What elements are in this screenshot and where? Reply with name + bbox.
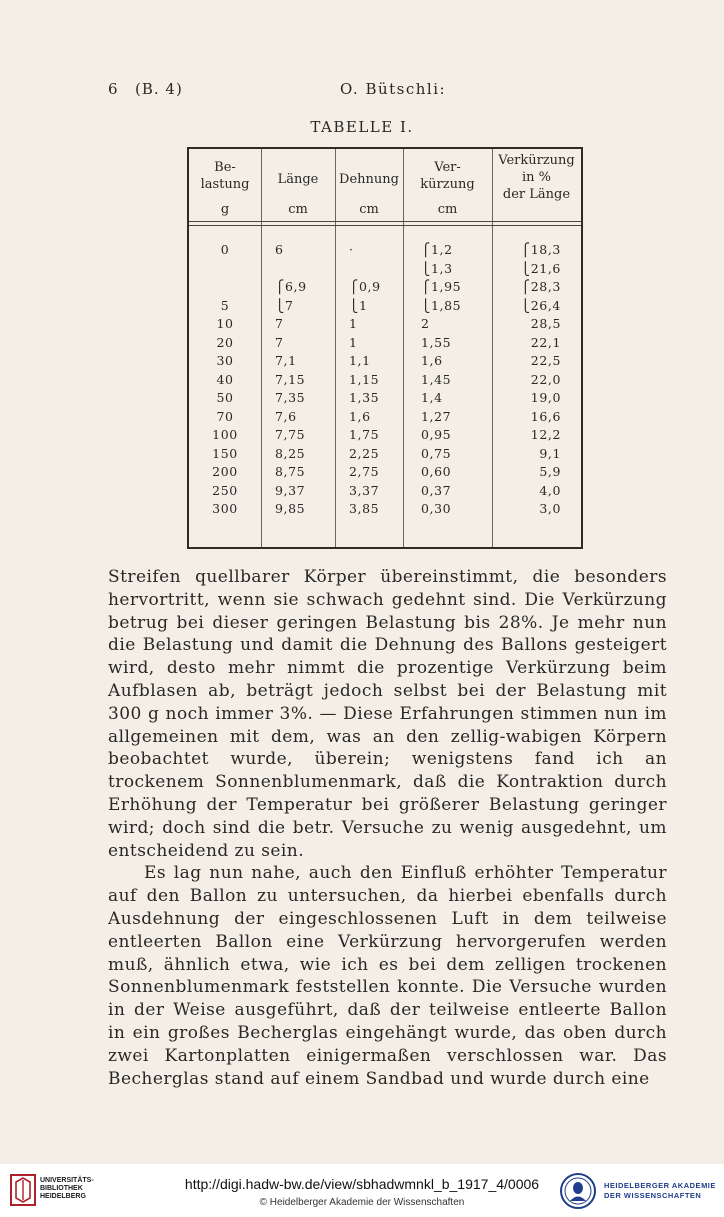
table-cell: ⎩7 [275,297,294,313]
table-cell: 3,85 [349,501,380,516]
table-cell: 4,0 [539,482,561,498]
permalink-url[interactable]: http://digi.hadw-bw.de/view/sbhadwmnkl_b_1917_4/0006 [184,1176,540,1192]
table-cell: 1,35 [349,390,380,405]
table-row [189,279,581,297]
table-cell: 22,1 [530,334,561,350]
table-cell: 0,30 [421,501,452,516]
academy-seal-icon [559,1172,597,1210]
table-cell: 28,5 [530,316,561,331]
table-cell: 12,2 [530,427,561,442]
table-row [189,409,581,427]
table-cell: ⎩1 [349,297,368,313]
table-cell: 1,1 [349,353,371,368]
table-cell: 9,85 [275,501,306,516]
column-header [403,159,492,193]
table-row [189,316,581,334]
table-cell: 1,4 [421,390,443,405]
academy-line: DER WISSENSCHAFTEN [604,1191,702,1200]
table-cell: 19,0 [530,390,561,405]
table-cell: 200 [212,464,238,479]
table-cell: 40 [216,371,234,387]
table-cell: 1,6 [421,353,443,368]
table-cell: 9,1 [539,445,561,461]
table-row [189,353,581,371]
table-cell: 2,25 [349,445,380,461]
table-cell: 50 [216,390,234,405]
table-cell: 1 [349,316,358,331]
column-unit: cm [288,202,308,217]
column-unit: cm [359,202,379,217]
table-cell: 1,75 [349,427,380,442]
table-title: TABELLE I. [310,118,414,136]
table-cell: ⎧1,95 [421,279,462,294]
table-cell: · [349,242,354,257]
table-cell: 7,35 [275,390,306,405]
column-header-line: Be- [214,160,236,175]
table-cell: 7,1 [275,353,297,368]
table-cell: 70 [216,408,234,424]
table-cell: 22,5 [530,353,561,368]
table-cell: 6 [275,242,284,257]
column-header [189,159,261,193]
table-cell: 10 [216,316,234,331]
table-cell: ⎧18,3 [520,242,561,257]
table-row [189,501,581,519]
table-cell: ⎩1,85 [421,297,462,313]
table-cell: 1 [349,334,358,350]
header-rule [189,221,581,226]
table-cell: 7,15 [275,371,306,387]
table-cell: 2 [421,316,430,331]
column-unit: g [220,202,230,217]
table-row [189,261,581,279]
academy-line: HEIDELBERGER AKADEMIE [604,1181,716,1190]
table-cell: 30 [216,353,234,368]
table-cell: 16,6 [530,408,561,424]
library-line: HEIDELBERG [40,1193,86,1200]
table-cell: 300 [212,501,238,516]
table-cell: 2,75 [349,464,380,479]
table-row [189,483,581,501]
table-cell: 150 [212,445,238,461]
table-cell: 1,45 [421,371,452,387]
column-header-line: kürzung [420,177,475,192]
table-cell: 9,37 [275,482,306,498]
table-cell: 8,75 [275,464,306,479]
column-unit: cm [437,202,458,217]
table-cell: 3,0 [539,501,561,516]
table-cell: 1,27 [421,408,452,424]
table-cell: 3,37 [349,482,380,498]
table-cell: 5 [220,297,230,313]
table-cell: ⎧1,2 [421,242,453,257]
copyright-notice: © Heidelberger Akademie der Wissenschaften [259,1197,465,1208]
table-row [189,446,581,464]
section-reference: (B. 4) [135,80,183,98]
table-cell: ⎩1,3 [421,260,453,276]
table-cell: 7,75 [275,427,306,442]
column-header-line: Ver- [434,160,461,175]
table-cell: 0,60 [421,464,452,479]
table-cell: 7 [275,334,284,350]
column-header-line: der Länge [502,187,571,202]
table-cell: 0 [220,242,230,257]
table-cell: ⎧0,9 [349,279,381,294]
table-cell: 0,37 [421,482,452,498]
table-row [189,427,581,445]
column-header-line: Verkürzung [498,153,575,168]
library-line: UNIVERSITÄTS- [40,1177,94,1184]
author-name: O. Bütschli: [340,80,447,98]
table-cell: 1,55 [421,334,452,350]
table-cell: ⎩26,4 [520,297,561,313]
paragraph: Streifen quellbarer Körper übereinstimmt, die besonders hervortritt, wenn sie schwach gedehnt sind. Die Verkürzung betrug bei dieser geringen Belastung bis 28%. Je mehr nun die Belastung und damit die Dehnung des Ballons gesteigert wird, desto mehr nimmt die prozentige Verkürzung beim Aufblasen ab, beträgt jedoch selbst bei der Belastung mit 300 g noch immer 3%. — Diese Erfahrungen stimmen nun im allgemeinen mit dem, was an den zellig-wabigen Körpern beobachtet wurde, überein; wenigstens fand ich an trockenem Sonnenblumenmark, daß die Kontraktion durch Erhöhung der Temperatur bei größerer Belastung geringer wird; doch sind die betr. Versuche zu wenig ausgedehnt, um entscheidend zu sein. [108,567,667,861]
table-row [189,298,581,316]
table-cell: 8,25 [275,445,306,461]
page-number: 6 [108,80,119,98]
column-header-line: Dehnung [339,172,399,187]
column-header-line: in % [521,170,551,185]
table-row [189,390,581,408]
data-table [187,147,583,549]
table-cell: 0,75 [421,445,452,461]
body-text [108,566,667,1090]
paragraph: Es lag nun nahe, auch den Einfluß erhöhter Temperatur auf den Ballon zu untersuchen, da hierbei ebenfalls durch Ausdehnung der eingeschlossenen Luft in dem teilweise entleerten Ballon eine Verkürzung hervorgerufen werden muß, ähnlich etwa, wie ich es bei dem zelligen trockenen Sonnenblumenmark feststellen konnte. Die Versuche wurden in der Weise ausgeführt, daß der teilweise entleerte Ballon in ein großes Becherglas eingehängt wurde, das oben durch zwei Kartonplatten einigermaßen verschlossen war. Das Becherglas stand auf einem Sandbad und wurde durch eine [108,863,667,1089]
table-cell: 7 [275,316,284,331]
footer-bar [0,1164,724,1217]
column-header [492,152,581,203]
table-cell: 250 [212,482,238,498]
table-row [189,464,581,482]
table-cell: 0,95 [421,427,452,442]
academy-name [604,1181,716,1201]
column-header-line: Länge [277,172,319,187]
column-header [261,171,335,188]
library-line: BIBLIOTHEK [40,1185,83,1192]
table-cell: 1,6 [349,408,371,424]
table-cell: ⎧6,9 [275,279,307,294]
table-cell: ⎩21,6 [520,260,561,276]
table-cell: 5,9 [539,464,561,479]
column-header-line: lastung [200,177,250,192]
table-row [189,335,581,353]
table-cell: 22,0 [530,371,561,387]
table-cell: 100 [212,427,238,442]
table-cell: 7,6 [275,408,297,424]
column-header [335,171,403,188]
table-row [189,372,581,390]
running-header [0,80,724,100]
table-cell: ⎧28,3 [520,279,561,294]
table-cell: 1,15 [349,371,380,387]
table-row [189,242,581,260]
table-cell: 20 [216,334,234,350]
